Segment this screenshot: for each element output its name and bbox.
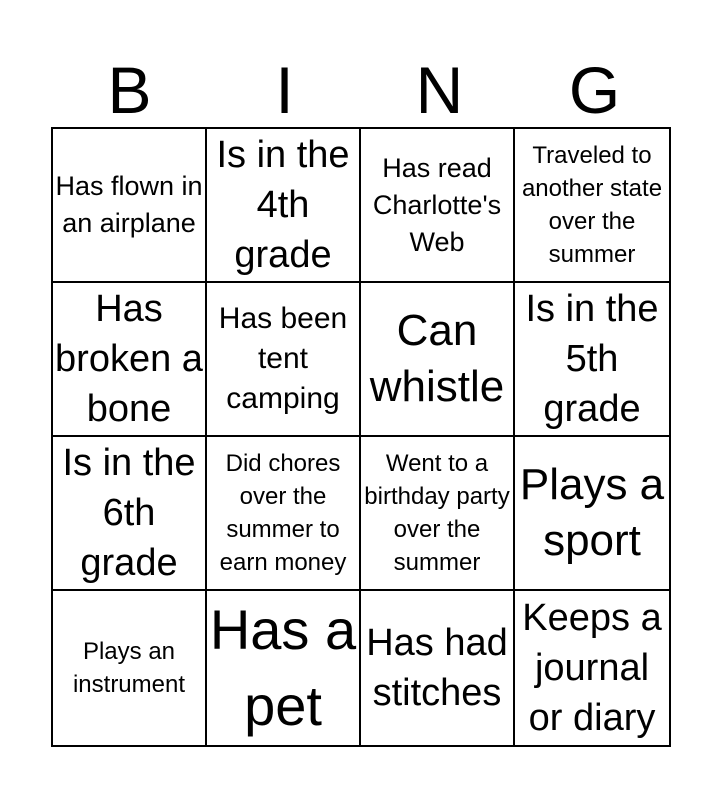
bingo-cell[interactable] (515, 437, 669, 591)
bingo-cell[interactable] (53, 437, 207, 591)
cell-text: Went to a birthday party over the summer (364, 450, 510, 576)
bingo-cell[interactable] (515, 591, 669, 745)
cell-text: Has been tent camping (218, 302, 348, 415)
cell-text: Has broken a bone (55, 288, 203, 430)
bingo-grid (51, 127, 671, 747)
header-letter-n: N (415, 53, 464, 127)
bingo-cell[interactable] (53, 129, 207, 283)
bingo-cell[interactable] (515, 283, 669, 437)
bingo-cell[interactable] (53, 591, 207, 745)
bingo-cell[interactable] (207, 591, 361, 745)
cell-text: Has read Charlotte's Web (372, 152, 502, 257)
bingo-cell[interactable] (361, 437, 515, 591)
header-letter-b: B (107, 53, 152, 127)
bingo-cell[interactable] (207, 437, 361, 591)
cell-text: Is in the 4th grade (216, 134, 350, 276)
cell-text: Is in the 5th grade (525, 288, 659, 430)
bingo-cell[interactable] (207, 129, 361, 283)
bingo-cell[interactable] (361, 129, 515, 283)
cell-text: Keeps a journal or diary (522, 597, 662, 739)
cell-text: Plays an instrument (72, 638, 186, 698)
bingo-cell[interactable] (515, 129, 669, 283)
cell-text: Can whistle (369, 306, 505, 411)
bingo-cell[interactable] (361, 591, 515, 745)
bingo-cell[interactable] (207, 283, 361, 437)
header-letter-i: I (275, 53, 294, 127)
header-letter-g: G (568, 53, 621, 127)
bingo-cell[interactable] (53, 283, 207, 437)
cell-text: Plays a sport (519, 460, 665, 565)
bingo-cell[interactable] (361, 283, 515, 437)
cell-text: Traveled to another state over the summer (521, 142, 663, 268)
cell-text: Has flown in an airplane (55, 171, 203, 238)
cell-text: Has a pet (209, 598, 357, 737)
cell-text: Did chores over the summer to earn money (219, 450, 347, 576)
cell-text: Is in the 6th grade (62, 442, 196, 584)
bingo-header (52, 52, 672, 128)
cell-text: Has had stitches (366, 622, 508, 714)
